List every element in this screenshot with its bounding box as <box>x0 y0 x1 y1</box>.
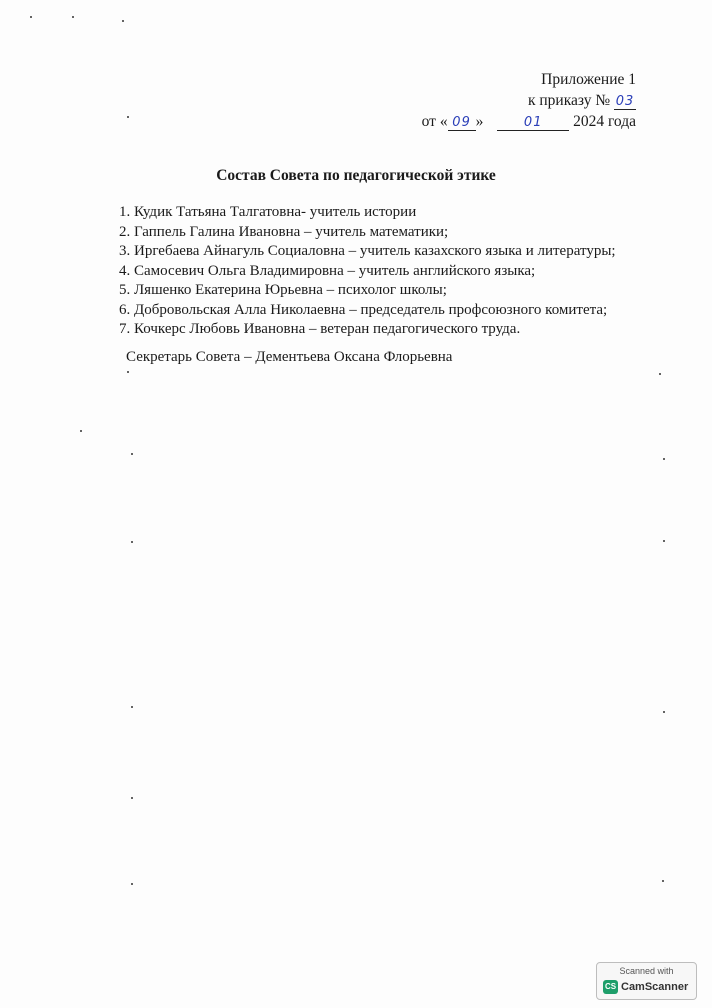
scan-speck <box>663 458 665 460</box>
scan-speck <box>127 116 129 118</box>
date-day-handwritten: 09 <box>448 115 476 131</box>
camscanner-watermark <box>596 962 697 1000</box>
list-item: 2. Гаппель Галина Ивановна – учитель математики; <box>119 223 449 240</box>
secretary-line: Секретарь Совета – Дементьева Оксана Флорьевна <box>126 349 453 365</box>
list-item: 5. Ляшенко Екатерина Юрьевна – психолог школы; <box>119 282 447 298</box>
scan-speck <box>72 16 74 18</box>
date-year: 2024 года <box>573 113 636 130</box>
scan-speck <box>663 540 665 542</box>
date-line <box>422 111 636 132</box>
document-header <box>422 69 636 132</box>
scan-speck <box>80 430 82 432</box>
order-prefix: к приказу № <box>527 92 611 109</box>
scan-speck <box>122 20 124 22</box>
scan-speck <box>131 706 133 708</box>
scan-speck <box>131 797 133 799</box>
camscanner-brand: CamScanner <box>621 981 689 993</box>
scan-speck <box>131 883 133 885</box>
scan-speck <box>662 880 664 882</box>
date-close-quote: » <box>475 113 484 130</box>
document-title: Состав Совета по педагогической этике <box>216 167 496 184</box>
scan-speck <box>659 373 661 375</box>
scan-speck <box>131 541 133 543</box>
order-number-handwritten: 03 <box>615 94 635 109</box>
camscanner-logo-icon: CS <box>603 980 618 994</box>
scan-speck <box>663 711 665 713</box>
list-item: 1. Кудик Татьяна Талгатовна- учитель истории <box>119 204 417 220</box>
scan-speck <box>127 371 129 373</box>
members-list <box>119 203 616 340</box>
appendix-label: Приложение 1 <box>541 71 636 88</box>
list-item: 3. Иргебаева Айнагуль Социаловна – учитель казахского языка и литературы; <box>119 243 616 259</box>
scan-speck <box>131 453 133 455</box>
date-month-handwritten: 01 <box>497 115 569 131</box>
date-prefix: от « <box>421 113 448 130</box>
list-item: 7. Кочкерс Любовь Ивановна – ветеран педагогического труда. <box>119 321 521 337</box>
list-item: 4. Самосевич Ольга Владимировна – учитель английского языка; <box>119 262 536 279</box>
scanned-with-label: Scanned with <box>619 966 674 976</box>
order-line <box>422 90 636 111</box>
list-item: 6. Добровольская Алла Николаевна – председатель профсоюзного комитета; <box>119 301 608 318</box>
scan-speck <box>30 16 32 18</box>
